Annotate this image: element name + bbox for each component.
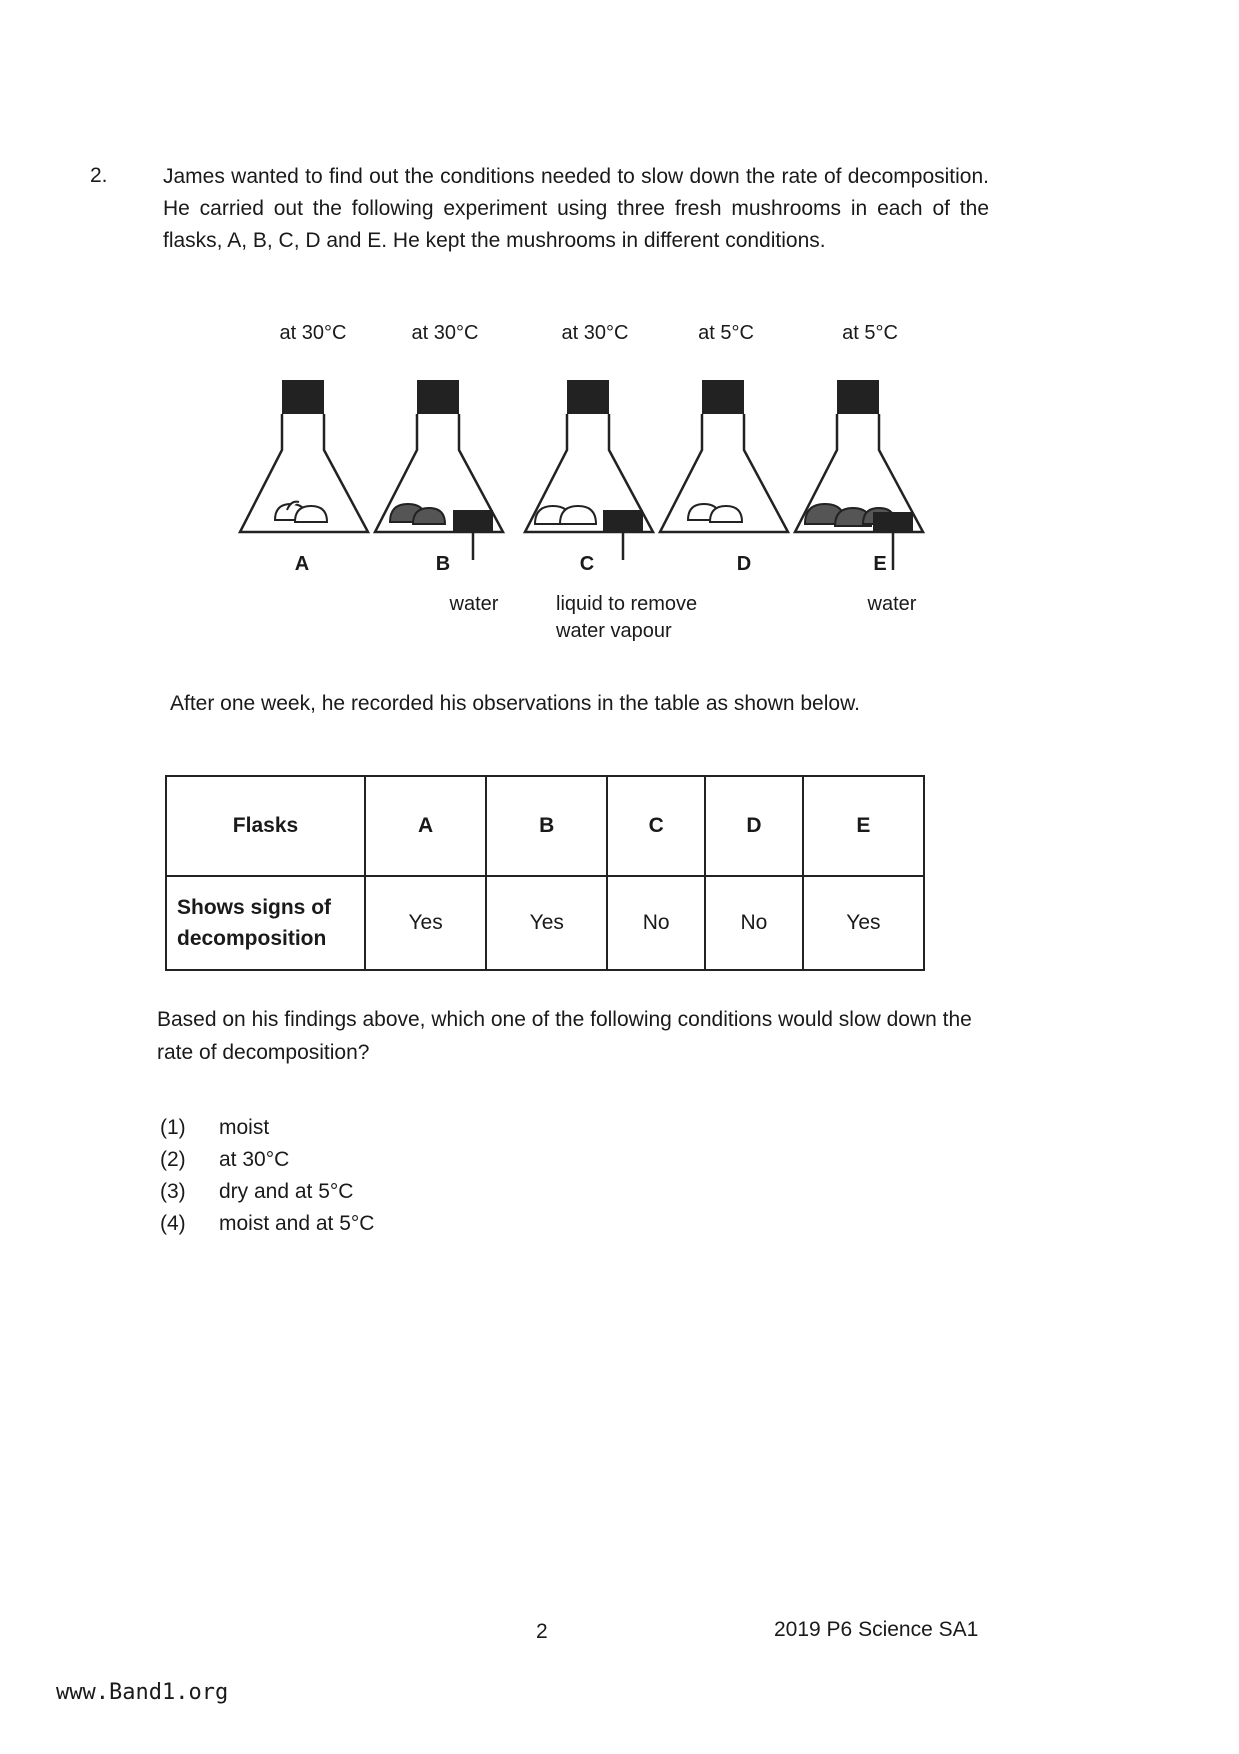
option-text: at 30°C: [219, 1148, 290, 1171]
row-label-line1: Shows signs of: [177, 896, 332, 919]
flask-e-stopper: [837, 380, 879, 414]
flask-e: [795, 380, 923, 570]
flask-e-temperature: at 5°C: [842, 322, 898, 344]
table-cell-a: Yes: [365, 876, 486, 970]
table-cell-e: Yes: [803, 876, 924, 970]
flask-d-letter: D: [736, 553, 752, 575]
flask-b-water: [453, 510, 493, 532]
option-2[interactable]: [160, 1148, 374, 1180]
flask-c-letter: C: [579, 553, 595, 575]
option-text: moist and at 5°C: [219, 1212, 375, 1235]
liquid-label-line1: liquid to remove: [556, 593, 698, 615]
observation-table: [165, 775, 925, 971]
question-prompt: Based on his findings above, which one of the following conditions would slow down the rate of decomposition?: [157, 1008, 972, 1064]
flask-c-liquid: [603, 510, 643, 532]
row-label-line2: decomposition: [177, 927, 327, 950]
table-header-d: D: [705, 776, 803, 876]
option-number: (2): [160, 1148, 186, 1171]
table-header-b: B: [486, 776, 607, 876]
observation-intro: After one week, he recorded his observations in the table as shown below.: [170, 692, 860, 715]
liquid-label-line2: water vapour: [556, 620, 672, 642]
question-number: 2.: [90, 164, 108, 187]
flask-c: [525, 380, 653, 560]
option-4[interactable]: [160, 1212, 374, 1244]
flask-e-water: [873, 512, 913, 532]
page-number: 2: [536, 1620, 548, 1643]
flask-diagram: [220, 360, 940, 580]
table-header-c: C: [607, 776, 705, 876]
table-cell-d: No: [705, 876, 803, 970]
flask-b: [375, 380, 503, 560]
footer-title: 2019 P6 Science SA1: [774, 1618, 979, 1641]
question-intro: James wanted to find out the conditions needed to slow down the rate of decomposition. He carried out the following experiment using three fresh mushrooms in each of the flasks, A, B, C, D and E. He kept the mushrooms in different conditions.: [163, 165, 989, 252]
flask-a-stopper: [282, 380, 324, 414]
table-header-row: [166, 776, 924, 876]
flask-c-mushrooms: [535, 506, 596, 524]
option-text: moist: [219, 1116, 270, 1139]
flask-a-letter: A: [294, 553, 310, 575]
flask-d: [660, 380, 788, 532]
table-row: [166, 876, 924, 970]
flask-b-mushrooms: [390, 504, 445, 524]
flask-c-temperature: at 30°C: [561, 322, 629, 344]
option-number: (4): [160, 1212, 186, 1235]
table-row-label: [166, 876, 365, 970]
flask-b-letter: B: [435, 553, 451, 575]
flask-a: [240, 380, 368, 532]
flask-b-temperature: at 30°C: [411, 322, 479, 344]
answer-options: [160, 1116, 374, 1244]
option-1[interactable]: [160, 1116, 374, 1148]
table-cell-b: Yes: [486, 876, 607, 970]
table-header-e: E: [803, 776, 924, 876]
flask-d-mushrooms: [688, 504, 742, 522]
flask-d-temperature: at 5°C: [698, 322, 754, 344]
option-number: (3): [160, 1180, 186, 1203]
table-header-label: Flasks: [166, 776, 365, 876]
flask-d-stopper: [702, 380, 744, 414]
flask-b-stopper: [417, 380, 459, 414]
flask-a-mushrooms: [275, 502, 327, 522]
flask-e-letter: E: [873, 553, 887, 575]
option-text: dry and at 5°C: [219, 1180, 354, 1203]
table-cell-c: No: [607, 876, 705, 970]
flask-c-stopper: [567, 380, 609, 414]
option-number: (1): [160, 1116, 186, 1139]
option-3[interactable]: [160, 1180, 374, 1212]
flask-a-temperature: at 30°C: [279, 322, 347, 344]
water-label-e: water: [867, 593, 917, 615]
watermark-url: www.Band1.org: [56, 1680, 229, 1705]
water-label-b: water: [449, 593, 499, 615]
table-header-a: A: [365, 776, 486, 876]
